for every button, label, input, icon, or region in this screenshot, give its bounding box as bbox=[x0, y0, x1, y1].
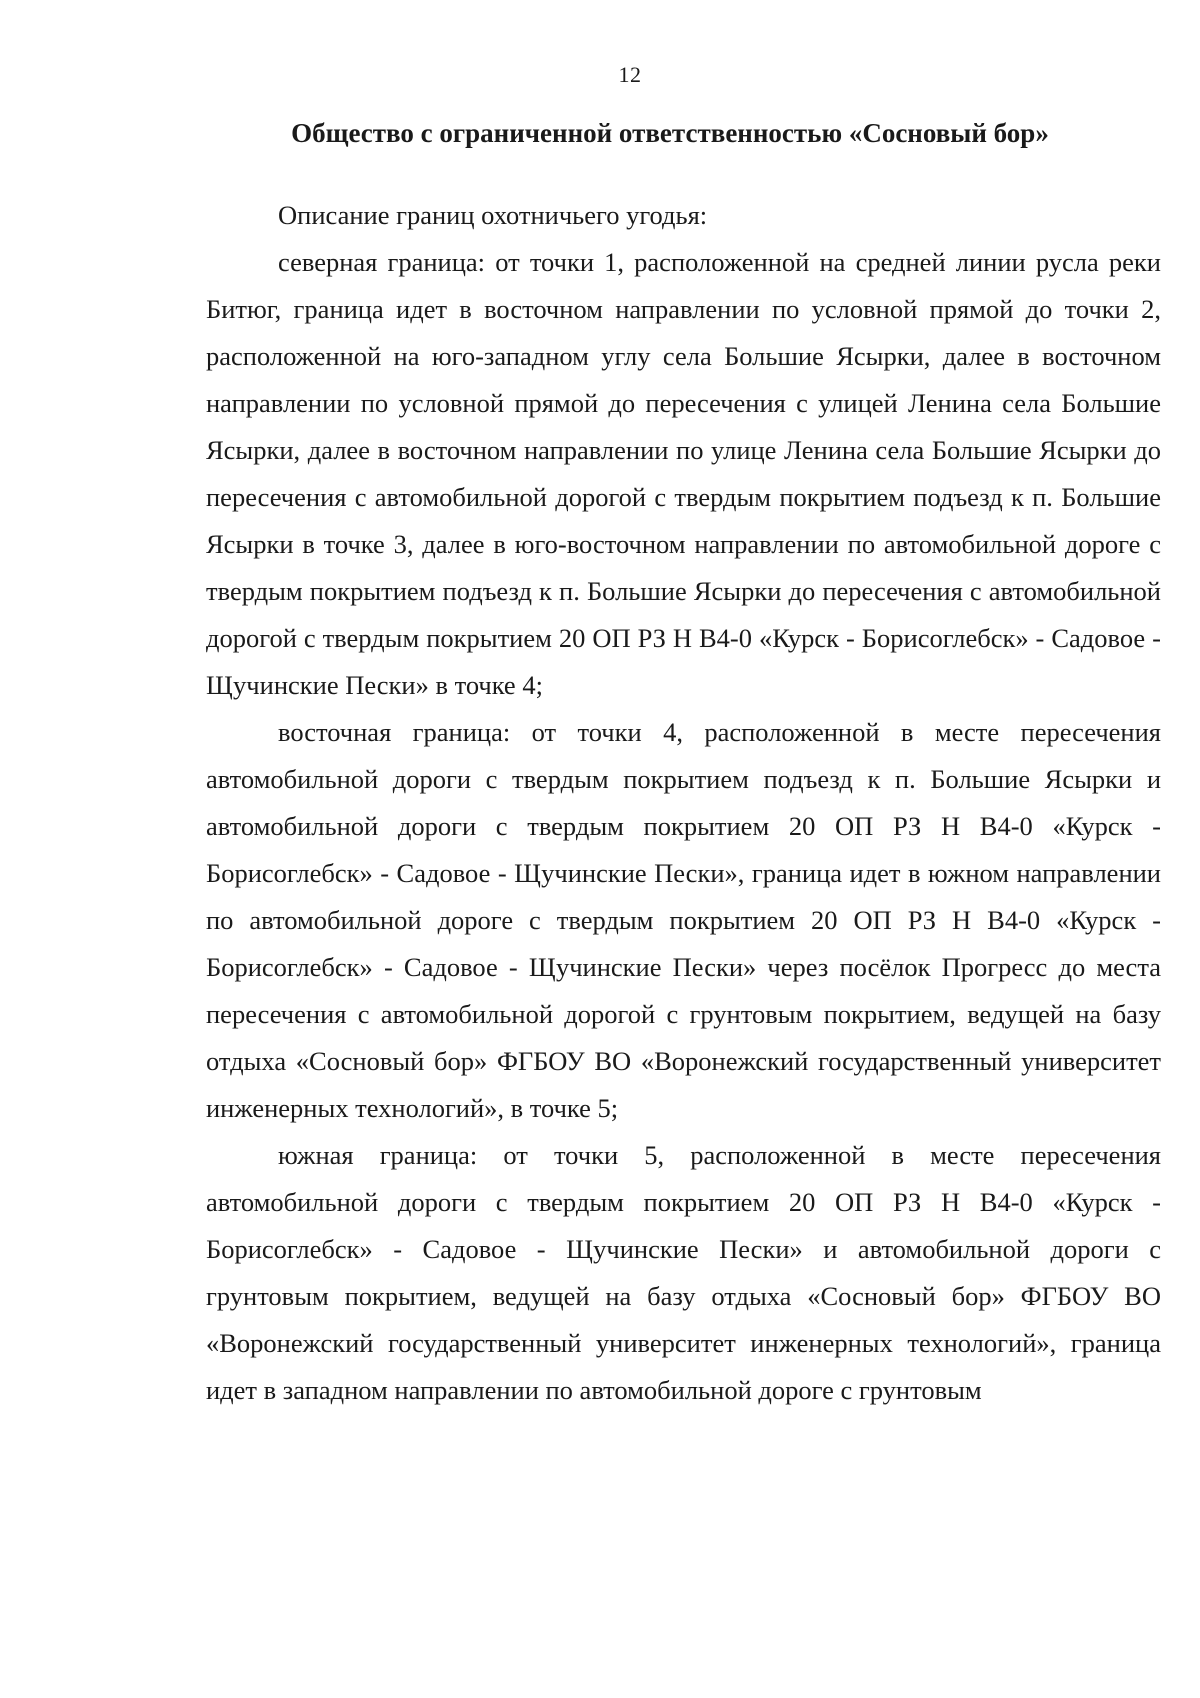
paragraph-north-boundary: северная граница: от точки 1, расположенной на средней линии русла реки Битюг, граница идет в восточном направлении по условной прямой до точки 2, расположенной на юго-западном углу села Большие Ясырки, далее в восточном направлении по условной прямой до пересечения с улицей Ленина села Большие Ясырки, далее в восточном направлении по улице Ленина села Большие Ясырки до пересечения с автомобильной дорогой с твердым покрытием подъезд к п. Большие Ясырки в точке 3, далее в юго-восточном направлении по автомобильной дороге с твердым покрытием подъезд к п. Большие Ясырки до пересечения с автомобильной дорогой с твердым покрытием 20 ОП РЗ Н В4-0 «Курск - Борисоглебск» - Садовое - Щучинские Пески» в точке 4; bbox=[206, 247, 1161, 700]
document-title: Общество с ограниченной ответственностью «Сосновый бор» bbox=[291, 118, 1049, 148]
paragraph-intro: Описание границ охотничьего угодья: bbox=[278, 200, 708, 230]
page-number: 12 bbox=[618, 62, 642, 87]
paragraph-south-boundary: южная граница: от точки 5, расположенной в месте пересечения автомобильной дороги с твердым покрытием 20 ОП РЗ Н В4-0 «Курск - Борисоглебск» - Садовое - Щучинские Пески» и автомобильной дороги с грунтовым покрытием, ведущей на базу отдыха «Сосновый бор» ФГБОУ ВО «Воронежский государственный университет инженерных технологий», граница идет в западном направлении по автомобильной дороге с грунтовым bbox=[206, 1140, 1161, 1405]
paragraph-east-boundary: восточная граница: от точки 4, расположенной в месте пересечения автомобильной дороги с твердым покрытием подъезд к п. Большие Ясырки и автомобильной дороги с твердым покрытием 20 ОП РЗ Н В4-0 «Курск - Борисоглебск» - Садовое - Щучинские Пески», граница идет в южном направлении по автомобильной дороге с твердым покрытием 20 ОП РЗ Н В4-0 «Курск - Борисоглебск» - Садовое - Щучинские Пески» через посёлок Прогресс до места пересечения с автомобильной дорогой с грунтовым покрытием, ведущей на базу отдыха «Сосновый бор» ФГБОУ ВО «Воронежский государственный университет инженерных технологий», в точке 5; bbox=[206, 717, 1161, 1123]
document-body bbox=[206, 192, 1161, 1414]
